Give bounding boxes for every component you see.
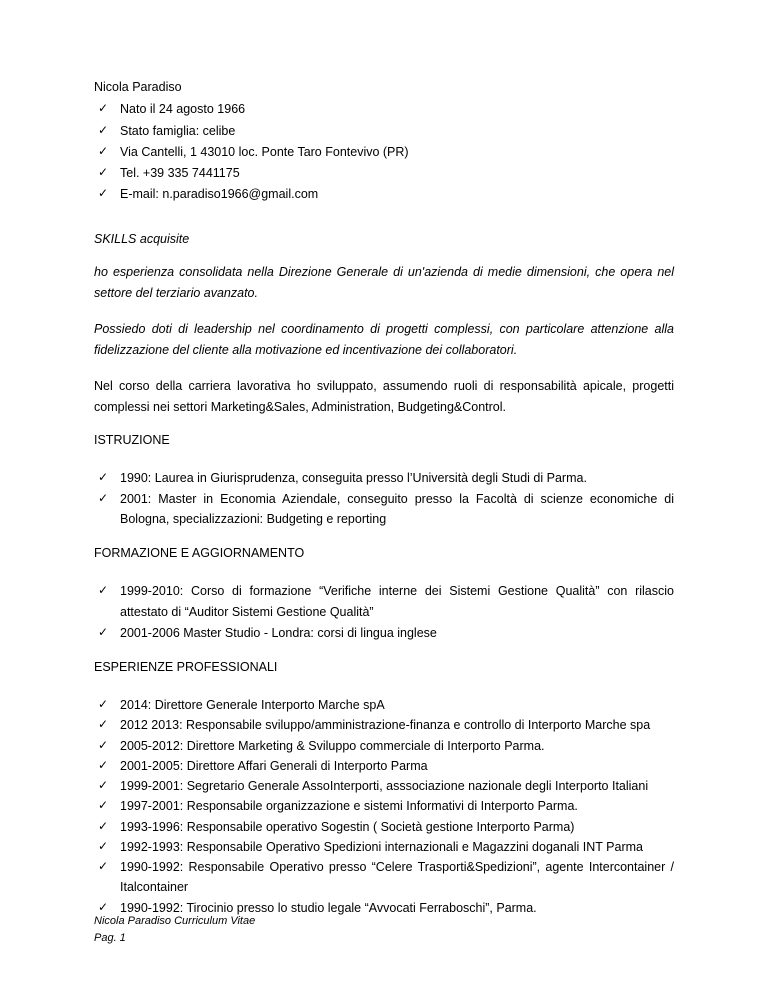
list-item bbox=[94, 581, 674, 622]
list-item-text: 1990: Laurea in Giurisprudenza, conseguita presso l’Università degli Studi di Parma. bbox=[120, 470, 587, 485]
candidate-name: Nicola Paradiso bbox=[94, 80, 182, 94]
list-item-text: 2001-2006 Master Studio - Londra: corsi di lingua inglese bbox=[120, 625, 437, 640]
check-icon: ✓ bbox=[98, 838, 109, 853]
training-list bbox=[94, 581, 674, 643]
list-item-text: Via Cantelli, 1 43010 loc. Ponte Taro Fontevivo (PR) bbox=[120, 144, 409, 159]
list-item-text: 2005-2012: Direttore Marketing & Sviluppo commerciale di Interporto Parma. bbox=[120, 738, 545, 753]
list-item-text: 1992-1993: Responsabile Operativo Spedizioni internazionali e Magazzini doganali INT Parma bbox=[120, 839, 643, 854]
list-item bbox=[94, 121, 674, 141]
list-item bbox=[94, 776, 674, 796]
experience-list bbox=[94, 695, 674, 918]
check-icon: ✓ bbox=[98, 165, 109, 180]
check-icon: ✓ bbox=[98, 624, 109, 639]
list-item-text: 2001: Master in Economia Aziendale, conseguito presso la Facoltà di scienze economiche di Bologna, specializzazioni: Budgeting e reporting bbox=[120, 491, 674, 527]
spacer bbox=[94, 530, 674, 546]
list-item-text: 1990-1992: Tirocinio presso lo studio legale “Avvocati Ferraboschi”, Parma. bbox=[120, 900, 537, 915]
list-item bbox=[94, 857, 674, 898]
list-item-text: 2014: Direttore Generale Interporto Marche spA bbox=[120, 698, 385, 713]
check-icon: ✓ bbox=[98, 697, 109, 712]
section-title-education: ISTRUZIONE bbox=[94, 432, 170, 447]
section-title-experience: ESPERIENZE PROFESSIONALI bbox=[94, 660, 278, 675]
spacer bbox=[94, 246, 674, 262]
spacer bbox=[94, 206, 674, 232]
personal-details-list bbox=[94, 99, 674, 204]
skills-paragraph: Possiedo doti di leadership nel coordinamento di progetti complessi, con particolare attenzione alla fidelizzazione del cliente alla motivazione ed incentivazione dei collaboratori. bbox=[94, 321, 674, 358]
list-item-text: 1999-2001: Segretario Generale AssoInterporti, asssociazione nazionale degli Interporto Italiani bbox=[120, 779, 649, 794]
list-item-text: 1990-1992: Responsabile Operativo presso “Celere Trasporti&Spedizioni”, agente Intercontainer / Italcontainer bbox=[120, 860, 674, 895]
page-footer bbox=[94, 913, 255, 946]
list-item-text: 1999-2010: Corso di formazione “Verifiche interne dei Sistemi Gestione Qualità” con rilascio attestato di “Auditor Sistemi Gestione Qualità” bbox=[120, 584, 674, 619]
list-item-text: Stato famiglia: celibe bbox=[120, 123, 236, 138]
check-icon: ✓ bbox=[98, 818, 109, 833]
list-item bbox=[94, 695, 674, 715]
list-item-text: Nato il 24 agosto 1966 bbox=[120, 102, 246, 117]
list-item-text: 1997-2001: Responsabile organizzazione e sistemi Informativi di Interporto Parma. bbox=[120, 799, 578, 814]
list-item bbox=[94, 623, 674, 643]
check-icon: ✓ bbox=[98, 798, 109, 813]
list-item-text: 2001-2005: Direttore Affari Generali di Interporto Parma bbox=[120, 758, 428, 773]
list-item bbox=[94, 837, 674, 857]
footer-page-number: Pag. 1 bbox=[94, 931, 126, 944]
check-icon: ✓ bbox=[98, 469, 109, 484]
spacer bbox=[94, 457, 674, 468]
spacer bbox=[94, 644, 674, 660]
list-item bbox=[94, 468, 674, 488]
check-icon: ✓ bbox=[98, 778, 109, 793]
footer-title: Nicola Paradiso Curriculum Vitae bbox=[94, 915, 256, 927]
check-icon: ✓ bbox=[98, 583, 109, 598]
list-item bbox=[94, 736, 674, 756]
check-icon: ✓ bbox=[98, 737, 109, 752]
check-icon: ✓ bbox=[98, 101, 109, 116]
check-icon: ✓ bbox=[98, 490, 109, 505]
check-icon: ✓ bbox=[98, 899, 109, 914]
list-item-text: Tel. +39 335 7441175 bbox=[120, 166, 240, 181]
list-item-text: 1993-1996: Responsabile operativo Sogestin ( Società gestione Interporto Parma) bbox=[120, 819, 575, 834]
list-item-text: E-mail: n.paradiso1966@gmail.com bbox=[120, 187, 319, 202]
list-item bbox=[94, 715, 674, 735]
spacer bbox=[94, 570, 674, 581]
check-icon: ✓ bbox=[98, 122, 109, 137]
skills-heading: SKILLS acquisite bbox=[94, 231, 190, 246]
list-item bbox=[94, 142, 674, 162]
skills-paragraph: Nel corso della carriera lavorativa ho sviluppato, assumendo ruoli di responsabilità apicale, progetti complessi nei settori Marketing&Sales, Administration, Budgeting&Control. bbox=[94, 378, 674, 415]
list-item bbox=[94, 489, 674, 530]
list-item bbox=[94, 796, 674, 816]
list-item bbox=[94, 99, 674, 119]
check-icon: ✓ bbox=[98, 717, 109, 732]
list-item bbox=[94, 756, 674, 776]
list-item-text: 2012 2013: Responsabile sviluppo/amministrazione-finanza e controllo di Interporto Marche spa bbox=[120, 718, 651, 733]
check-icon: ✓ bbox=[98, 757, 109, 772]
list-item bbox=[94, 817, 674, 837]
check-icon: ✓ bbox=[98, 186, 109, 201]
skills-paragraph: ho esperienza consolidata nella Direzione Generale di un'azienda di medie dimensioni, che opera nel settore del terziario avanzato. bbox=[94, 264, 674, 301]
education-list bbox=[94, 468, 674, 530]
list-item bbox=[94, 184, 674, 204]
spacer bbox=[94, 684, 674, 695]
check-icon: ✓ bbox=[98, 859, 109, 874]
check-icon: ✓ bbox=[98, 143, 109, 158]
section-title-training: FORMAZIONE E AGGIORNAMENTO bbox=[94, 546, 305, 561]
document-body bbox=[94, 78, 674, 918]
list-item bbox=[94, 163, 674, 183]
